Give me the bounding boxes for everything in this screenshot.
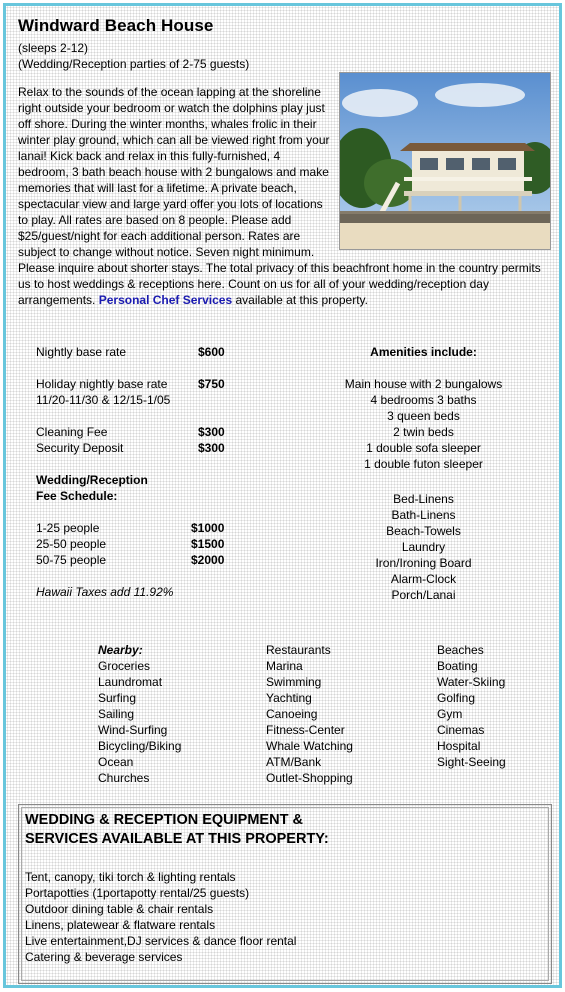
nearby-item: Sailing [98, 707, 135, 721]
nearby-item: Outlet-Shopping [266, 771, 353, 785]
page-title: Windward Beach House [18, 16, 214, 35]
equipment-item: Portapotties (1portapotty rental/25 guests) [25, 886, 250, 900]
amenity-item: Bed-Linens [393, 492, 454, 506]
amenity-item: 2 twin beds [393, 425, 454, 439]
nearby-item: Golfing [437, 691, 476, 705]
tier-label: 1-25 people [36, 521, 100, 535]
nearby-item: Marina [266, 659, 303, 673]
holiday-rate-label: Holiday nightly base rate [36, 377, 168, 391]
equipment-title-line-2: SERVICES AVAILABLE AT THIS PROPERTY: [25, 831, 329, 847]
cleaning-fee-value: $300 [198, 425, 225, 439]
nearby-item: Sight-Seeing [437, 755, 506, 769]
amenity-item: Bath-Linens [391, 508, 456, 522]
nearby-item: Canoeing [266, 707, 318, 721]
nearby-item: ATM/Bank [266, 755, 322, 769]
amenity-item: Porch/Lanai [391, 588, 456, 602]
nearby-column-3 [437, 642, 506, 770]
beach-house-image [340, 73, 550, 249]
nearby-item: Cinemas [437, 723, 485, 737]
nearby-item: Hospital [437, 739, 481, 753]
amenity-item: 1 double sofa sleeper [366, 441, 481, 455]
nearby-item: Laundromat [98, 675, 163, 689]
amenity-item: Main house with 2 bungalows [344, 377, 503, 391]
wedding-fee-subheading: Fee Schedule: [36, 489, 118, 503]
tier-value: $2000 [191, 553, 225, 567]
nearby-item: Restaurants [266, 643, 331, 657]
amenities-heading: Amenities include: [370, 345, 477, 359]
cleaning-fee-label: Cleaning Fee [36, 425, 108, 439]
equipment-item: Catering & beverage services [25, 950, 183, 964]
holiday-rate-value: $750 [198, 377, 225, 391]
nearby-item: Surfing [98, 691, 137, 705]
equipment-title-line-1: WEDDING & RECEPTION EQUIPMENT & [25, 812, 303, 828]
equipment-item: Live entertainment,DJ services & dance floor rental [25, 934, 297, 948]
amenity-item: Iron/Ironing Board [375, 556, 472, 570]
tier-value: $1500 [191, 537, 225, 551]
amenity-item: Beach-Towels [386, 524, 461, 538]
nearby-column-1 [98, 642, 181, 786]
nearby-item: Gym [437, 707, 463, 721]
nearby-item: Boating [437, 659, 478, 673]
equipment-item: Tent, canopy, tiki torch & lighting rentals [25, 870, 236, 884]
page-frame [3, 3, 562, 988]
personal-chef-link[interactable]: Personal Chef Services [98, 293, 233, 307]
parties-note: (Wedding/Reception parties of 2-75 guests) [18, 57, 250, 71]
beach-house-photo [339, 72, 551, 250]
tier-label: 25-50 people [36, 537, 107, 551]
nearby-item: Fitness-Center [266, 723, 345, 737]
sleeps-note: (sleeps 2-12) [18, 41, 89, 55]
tier-value: $1000 [191, 521, 225, 535]
amenity-item: 1 double futon sleeper [364, 457, 483, 471]
nearby-item: Water-Skiing [437, 675, 506, 689]
nearby-item: Wind-Surfing [98, 723, 168, 737]
hawaii-taxes-note: Hawaii Taxes add 11.92% [36, 585, 174, 599]
description-text: Relax to the sounds of the ocean lapping at the shoreline right outside your bedroom or watch the dolphins play just off shore. During the winter months, whales frolic in their winter play ground, which can all be viewed right from your lanai! Kick back and relax in this fully-furnished, 4 bedroom, 3 bath beach house with 2 bungalows and make memories that will last for a lifetime. A private beach, spectacular view and large yard offer you lots of locations to play. All rates are based on 8 people. Please add $25/guest/night for each additional person. Rates are subject to change without notice. Seven night minimum. Please inquire about shorter stays. The total privacy of this beachfront home in the country permits us to host weddings & receptions here. Count on us for all of your wedding/reception day arrangements. [18, 85, 541, 307]
nearby-item: Groceries [98, 659, 151, 673]
nearby-item: Whale Watching [266, 739, 353, 753]
nearby-column-2 [266, 642, 353, 786]
nearby-item: Bicycling/Biking [98, 739, 182, 753]
wedding-fee-heading: Wedding/Reception [36, 473, 148, 487]
security-deposit-label: Security Deposit [36, 441, 124, 455]
nearby-item: Swimming [266, 675, 322, 689]
amenity-item: 3 queen beds [387, 409, 460, 423]
amenity-item: 4 bedrooms 3 baths [370, 393, 477, 407]
equipment-title [25, 811, 329, 849]
nearby-item: Ocean [98, 755, 134, 769]
nightly-rate-label: Nightly base rate [36, 345, 127, 359]
nearby-heading: Nearby: [98, 643, 143, 657]
equipment-list [25, 869, 296, 965]
nearby-item: Beaches [437, 643, 484, 657]
nearby-item: Churches [98, 771, 150, 785]
equipment-box [18, 804, 552, 984]
amenity-item: Laundry [401, 540, 446, 554]
description-tail: available at this property. [235, 293, 368, 307]
equipment-item: Outdoor dining table & chair rentals [25, 902, 214, 916]
holiday-dates: 11/20-11/30 & 12/15-1/05 [36, 393, 171, 407]
amenity-item: Alarm-Clock [390, 572, 457, 586]
equipment-item: Linens, platewear & flatware rentals [25, 918, 216, 932]
nightly-rate-value: $600 [198, 345, 225, 359]
security-deposit-value: $300 [198, 441, 225, 455]
tier-label: 50-75 people [36, 553, 107, 567]
nearby-item: Yachting [266, 691, 312, 705]
description [18, 84, 549, 308]
